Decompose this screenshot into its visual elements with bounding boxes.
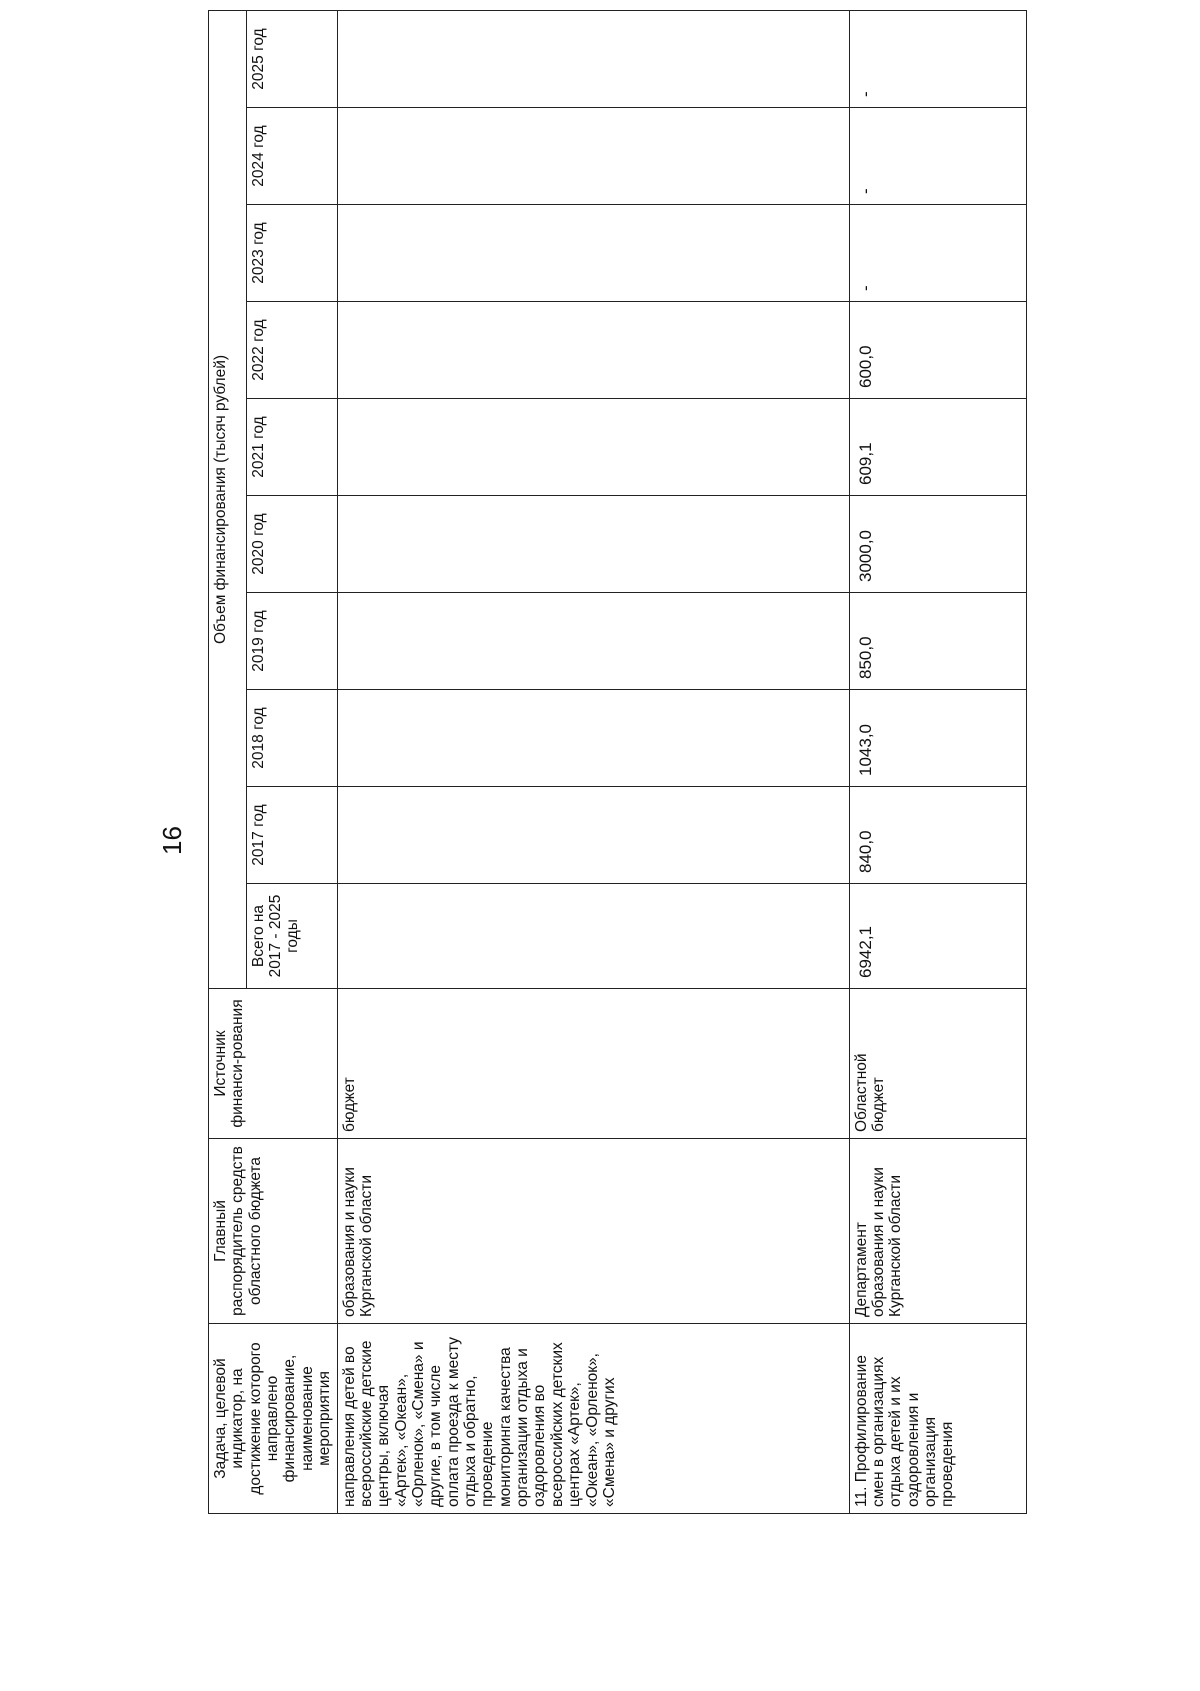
- cell-value: [337, 496, 849, 593]
- cell-manager: Департамент образования и науки Курганской области: [849, 1139, 1026, 1324]
- cell-total: [337, 884, 849, 989]
- header-year: 2020 год: [246, 496, 337, 593]
- header-year: 2019 год: [246, 593, 337, 690]
- cell-source: бюджет: [337, 989, 849, 1139]
- header-task: Задача, целевой индикатор, на достижение которого направлено финансирование, наименование мероприятия: [209, 1324, 338, 1514]
- header-volume-group: Объем финансирования (тысяч рублей): [209, 10, 247, 988]
- cell-total: 6942,1: [849, 884, 1026, 989]
- cell-value: 600,0: [849, 302, 1026, 399]
- cell-value: [337, 787, 849, 884]
- header-year: 2023 год: [246, 205, 337, 302]
- cell-source: Областной бюджет: [849, 989, 1026, 1139]
- cell-value: [337, 399, 849, 496]
- cell-value: 850,0: [849, 593, 1026, 690]
- table-row: [337, 10, 849, 1513]
- cell-task: 11. Профилирование смен в организациях отдыха детей и их оздоровления и организация проведения: [849, 1324, 1026, 1514]
- cell-value: [337, 108, 849, 205]
- cell-value: [337, 593, 849, 690]
- cell-value: 609,1: [849, 399, 1026, 496]
- header-year: 2022 год: [246, 302, 337, 399]
- rotated-table-wrapper: [208, 28, 1200, 1514]
- cell-value: -: [849, 108, 1026, 205]
- cell-value: [337, 10, 849, 107]
- cell-value: 840,0: [849, 787, 1026, 884]
- table-row: [849, 10, 1026, 1513]
- cell-value: 1043,0: [849, 690, 1026, 787]
- cell-value: 3000,0: [849, 496, 1026, 593]
- cell-value: -: [849, 10, 1026, 107]
- cell-value: [337, 690, 849, 787]
- header-total: Всего на 2017 - 2025 годы: [246, 884, 337, 989]
- page-number: 16: [156, 826, 187, 855]
- cell-value: [337, 205, 849, 302]
- cell-value: -: [849, 205, 1026, 302]
- cell-manager: образования и науки Курганской области: [337, 1139, 849, 1324]
- cell-value: [337, 302, 849, 399]
- header-year: 2017 год: [246, 787, 337, 884]
- header-year: 2018 год: [246, 690, 337, 787]
- financing-table: [208, 10, 1027, 1514]
- header-year: 2024 год: [246, 108, 337, 205]
- header-source: Источник финанси-рования: [209, 989, 338, 1139]
- cell-task: направления детей во всероссийские детские центры, включая «Артек», «Океан», «Орленок», «Смена» и другие, в том числе оплата проезда к месту отдыха и обратно, проведение мониторинга качества организации отдыха и оздоровления во всероссийских детских центрах «Артек», «Океан», «Орленок», «Смена» и других: [337, 1324, 849, 1514]
- header-year: 2025 год: [246, 10, 337, 107]
- header-year: 2021 год: [246, 399, 337, 496]
- header-manager: Главный распорядитель средств областного бюджета: [209, 1139, 338, 1324]
